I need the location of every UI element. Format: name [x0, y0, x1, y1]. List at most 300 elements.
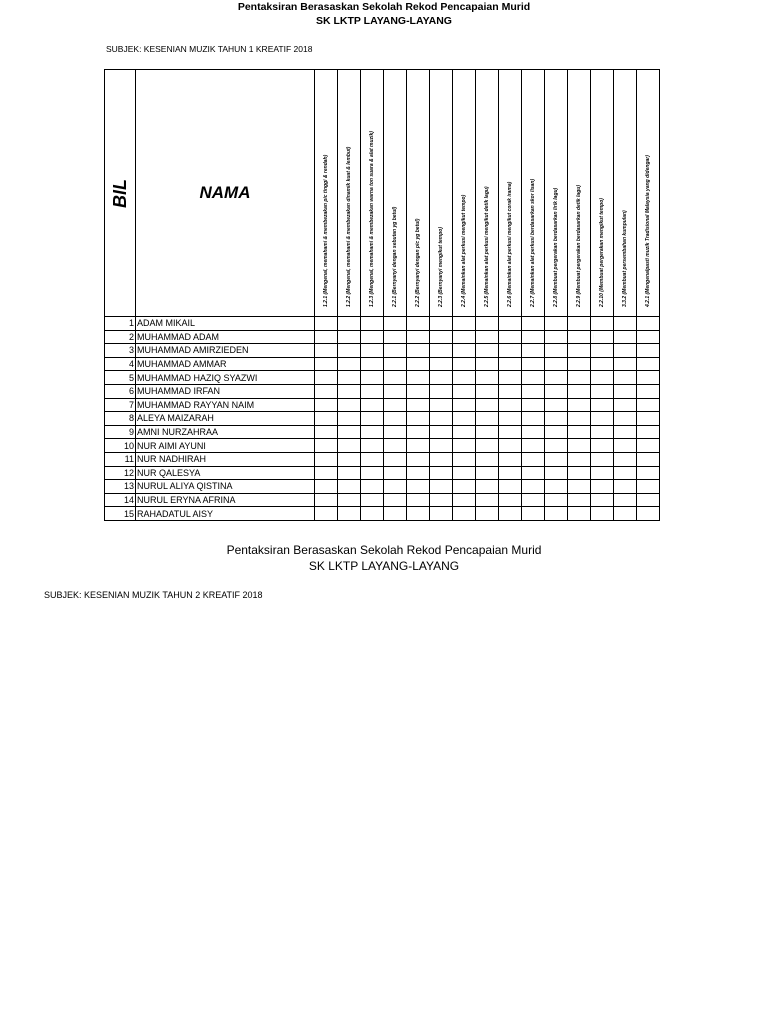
column-header-label: 3.3.2 (Membuat persembahan kumpulan): [622, 210, 628, 307]
score-cell[interactable]: [591, 480, 614, 494]
score-cell[interactable]: [522, 439, 545, 453]
column-header-label: 2.2.9 (Membuat pergerakan berdasarkan detik lagu): [576, 185, 582, 307]
score-cell[interactable]: [476, 357, 499, 371]
score-cell[interactable]: [637, 466, 660, 480]
score-cell[interactable]: [384, 425, 407, 439]
score-cell[interactable]: [315, 466, 338, 480]
score-cell[interactable]: [591, 357, 614, 371]
row-bil: 2: [105, 330, 136, 344]
row-nama: NURUL ERYNA AFRINA: [136, 493, 315, 507]
score-cell[interactable]: [361, 507, 384, 521]
score-cell[interactable]: [545, 371, 568, 385]
score-cell[interactable]: [476, 344, 499, 358]
score-cell[interactable]: [591, 425, 614, 439]
score-cell[interactable]: [499, 466, 522, 480]
score-cell[interactable]: [499, 371, 522, 385]
score-cell[interactable]: [361, 452, 384, 466]
table-row: [105, 330, 660, 344]
bil-header: BIL: [109, 178, 130, 208]
score-cell[interactable]: [545, 357, 568, 371]
score-cell[interactable]: [637, 357, 660, 371]
score-cell[interactable]: [476, 425, 499, 439]
column-header-label: 2.2.4 (Memainkan alat perkusi mengikut tempo): [461, 194, 467, 307]
score-cell[interactable]: [430, 330, 453, 344]
header-row: [105, 70, 660, 317]
score-cell[interactable]: [499, 317, 522, 331]
score-cell[interactable]: [637, 330, 660, 344]
score-cell[interactable]: [499, 507, 522, 521]
score-cell[interactable]: [315, 493, 338, 507]
column-header-label: 1.2.1 (Mengenal, memahami & membezakan pic tinggi & rendah): [323, 154, 329, 307]
score-cell[interactable]: [522, 357, 545, 371]
score-cell[interactable]: [568, 330, 591, 344]
score-cell[interactable]: [545, 480, 568, 494]
score-cell[interactable]: [568, 398, 591, 412]
score-cell[interactable]: [338, 384, 361, 398]
score-cell[interactable]: [614, 371, 637, 385]
score-cell[interactable]: [430, 466, 453, 480]
table-row: [105, 425, 660, 439]
score-cell[interactable]: [407, 439, 430, 453]
score-cell[interactable]: [614, 317, 637, 331]
score-cell[interactable]: [361, 493, 384, 507]
score-cell[interactable]: [453, 412, 476, 426]
score-cell[interactable]: [568, 493, 591, 507]
row-nama: MUHAMMAD AMMAR: [136, 357, 315, 371]
row-nama: ALEYA MAIZARAH: [136, 412, 315, 426]
table-row: [105, 371, 660, 385]
score-cell[interactable]: [384, 384, 407, 398]
score-cell[interactable]: [637, 425, 660, 439]
score-cell[interactable]: [614, 452, 637, 466]
score-cell[interactable]: [453, 344, 476, 358]
score-cell[interactable]: [384, 357, 407, 371]
score-cell[interactable]: [591, 317, 614, 331]
score-cell[interactable]: [568, 480, 591, 494]
score-cell[interactable]: [476, 493, 499, 507]
row-bil: 12: [105, 466, 136, 480]
row-nama: NUR AIMI AYUNI: [136, 439, 315, 453]
score-cell[interactable]: [430, 480, 453, 494]
score-cell[interactable]: [637, 384, 660, 398]
score-cell[interactable]: [407, 384, 430, 398]
score-cell[interactable]: [361, 466, 384, 480]
score-cell[interactable]: [384, 344, 407, 358]
score-cell[interactable]: [361, 317, 384, 331]
column-header-4: [384, 70, 407, 317]
score-cell[interactable]: [407, 452, 430, 466]
score-cell[interactable]: [591, 493, 614, 507]
score-cell[interactable]: [430, 452, 453, 466]
score-cell[interactable]: [338, 357, 361, 371]
score-cell[interactable]: [384, 412, 407, 426]
score-cell[interactable]: [361, 371, 384, 385]
section2-title-line1: Pentaksiran Berasaskan Sekolah Rekod Pencapaian Murid: [226, 543, 542, 557]
score-cell[interactable]: [637, 452, 660, 466]
score-cell[interactable]: [476, 371, 499, 385]
score-cell[interactable]: [315, 412, 338, 426]
score-cell[interactable]: [407, 480, 430, 494]
column-header-2: [338, 70, 361, 317]
score-cell[interactable]: [315, 507, 338, 521]
score-cell[interactable]: [591, 384, 614, 398]
score-cell[interactable]: [384, 507, 407, 521]
score-cell[interactable]: [522, 493, 545, 507]
score-cell[interactable]: [361, 344, 384, 358]
score-cell[interactable]: [315, 357, 338, 371]
score-cell[interactable]: [338, 317, 361, 331]
score-cell[interactable]: [545, 412, 568, 426]
score-cell[interactable]: [384, 480, 407, 494]
score-cell[interactable]: [430, 344, 453, 358]
score-cell[interactable]: [453, 371, 476, 385]
score-cell[interactable]: [637, 480, 660, 494]
score-cell[interactable]: [384, 466, 407, 480]
score-cell[interactable]: [407, 330, 430, 344]
score-cell[interactable]: [545, 439, 568, 453]
row-bil: 8: [105, 412, 136, 426]
record-table-wrapper: [104, 69, 660, 521]
section2-subject: SUBJEK: KESENIAN MUZIK TAHUN 2 KREATIF 2018: [44, 590, 263, 600]
score-cell[interactable]: [499, 357, 522, 371]
score-cell[interactable]: [545, 466, 568, 480]
score-cell[interactable]: [338, 480, 361, 494]
score-cell[interactable]: [522, 507, 545, 521]
score-cell[interactable]: [591, 507, 614, 521]
score-cell[interactable]: [453, 384, 476, 398]
score-cell[interactable]: [499, 425, 522, 439]
column-header-15: [637, 70, 660, 317]
row-bil: 3: [105, 344, 136, 358]
column-header-label: 2.2.10 (Membuat pergerakan mengikut tempo): [599, 198, 605, 307]
score-cell[interactable]: [338, 344, 361, 358]
score-cell[interactable]: [476, 466, 499, 480]
score-cell[interactable]: [315, 439, 338, 453]
score-cell[interactable]: [430, 425, 453, 439]
score-cell[interactable]: [637, 439, 660, 453]
score-cell[interactable]: [591, 371, 614, 385]
score-cell[interactable]: [384, 493, 407, 507]
score-cell[interactable]: [453, 507, 476, 521]
score-cell[interactable]: [453, 317, 476, 331]
score-cell[interactable]: [522, 330, 545, 344]
score-cell[interactable]: [614, 412, 637, 426]
score-cell[interactable]: [315, 371, 338, 385]
table-row: [105, 412, 660, 426]
column-header-label: 2.2.5 (Memainkan alat perkusi mengikut detik lagu): [484, 186, 490, 307]
row-bil: 10: [105, 439, 136, 453]
score-cell[interactable]: [453, 452, 476, 466]
row-nama: MUHAMMAD HAZIQ SYAZWI: [136, 371, 315, 385]
score-cell[interactable]: [568, 452, 591, 466]
score-cell[interactable]: [522, 452, 545, 466]
score-cell[interactable]: [614, 425, 637, 439]
score-cell[interactable]: [545, 493, 568, 507]
score-cell[interactable]: [637, 398, 660, 412]
score-cell[interactable]: [614, 398, 637, 412]
score-cell[interactable]: [614, 493, 637, 507]
section1-subject: SUBJEK: KESENIAN MUZIK TAHUN 1 KREATIF 2018: [106, 44, 313, 54]
score-cell[interactable]: [545, 425, 568, 439]
score-cell[interactable]: [430, 357, 453, 371]
score-cell[interactable]: [499, 398, 522, 412]
score-cell[interactable]: [614, 344, 637, 358]
table-row: [105, 452, 660, 466]
score-cell[interactable]: [315, 317, 338, 331]
column-header-7: [453, 70, 476, 317]
score-cell[interactable]: [637, 412, 660, 426]
score-cell[interactable]: [430, 439, 453, 453]
score-cell[interactable]: [476, 439, 499, 453]
score-cell[interactable]: [338, 330, 361, 344]
score-cell[interactable]: [591, 466, 614, 480]
score-cell[interactable]: [338, 425, 361, 439]
score-cell[interactable]: [614, 480, 637, 494]
score-cell[interactable]: [568, 507, 591, 521]
score-cell[interactable]: [637, 371, 660, 385]
score-cell[interactable]: [522, 371, 545, 385]
score-cell[interactable]: [315, 344, 338, 358]
score-cell[interactable]: [453, 425, 476, 439]
score-cell[interactable]: [384, 452, 407, 466]
score-cell[interactable]: [338, 439, 361, 453]
score-cell[interactable]: [568, 466, 591, 480]
row-nama: MUHAMMAD IRFAN: [136, 384, 315, 398]
column-header-8: [476, 70, 499, 317]
score-cell[interactable]: [476, 412, 499, 426]
score-cell[interactable]: [568, 439, 591, 453]
score-cell[interactable]: [476, 317, 499, 331]
score-cell[interactable]: [614, 384, 637, 398]
score-cell[interactable]: [499, 439, 522, 453]
score-cell[interactable]: [614, 466, 637, 480]
score-cell[interactable]: [545, 330, 568, 344]
score-cell[interactable]: [522, 398, 545, 412]
score-cell[interactable]: [384, 398, 407, 412]
score-cell[interactable]: [407, 412, 430, 426]
score-cell[interactable]: [637, 493, 660, 507]
score-cell[interactable]: [522, 412, 545, 426]
column-header-label: 2.2.2 (Bernyanyi dengan pic yg betul): [415, 218, 421, 307]
score-cell[interactable]: [430, 371, 453, 385]
row-nama: MUHAMMAD ADAM: [136, 330, 315, 344]
score-cell[interactable]: [545, 384, 568, 398]
score-cell[interactable]: [361, 398, 384, 412]
score-cell[interactable]: [338, 466, 361, 480]
row-nama: MUHAMMAD AMIRZIEDEN: [136, 344, 315, 358]
row-bil: 5: [105, 371, 136, 385]
score-cell[interactable]: [614, 330, 637, 344]
score-cell[interactable]: [522, 384, 545, 398]
score-cell[interactable]: [591, 344, 614, 358]
score-cell[interactable]: [499, 452, 522, 466]
score-cell[interactable]: [361, 330, 384, 344]
score-cell[interactable]: [568, 384, 591, 398]
row-nama: ADAM MIKAIL: [136, 317, 315, 331]
score-cell[interactable]: [430, 412, 453, 426]
score-cell[interactable]: [499, 493, 522, 507]
score-cell[interactable]: [545, 398, 568, 412]
score-cell[interactable]: [545, 507, 568, 521]
score-cell[interactable]: [361, 357, 384, 371]
score-cell[interactable]: [430, 398, 453, 412]
score-cell[interactable]: [384, 439, 407, 453]
score-cell[interactable]: [476, 507, 499, 521]
score-cell[interactable]: [338, 452, 361, 466]
score-cell[interactable]: [315, 480, 338, 494]
score-cell[interactable]: [476, 330, 499, 344]
row-bil: 13: [105, 480, 136, 494]
score-cell[interactable]: [568, 371, 591, 385]
column-header-label: 2.2.7 (Memainkan alat perkusi berdasarkan skor lisan): [530, 178, 536, 307]
score-cell[interactable]: [430, 493, 453, 507]
row-nama: NURUL ALIYA QISTINA: [136, 480, 315, 494]
score-cell[interactable]: [453, 330, 476, 344]
column-header-6: [430, 70, 453, 317]
column-header-12: [568, 70, 591, 317]
row-nama: NUR QALESYA: [136, 466, 315, 480]
nama-header: NAMA: [136, 70, 315, 317]
score-cell[interactable]: [407, 507, 430, 521]
score-cell[interactable]: [338, 398, 361, 412]
score-cell[interactable]: [407, 466, 430, 480]
table-row: [105, 344, 660, 358]
column-header-label: 2.2.3 (Bernyanyi mengikut tempo): [438, 226, 444, 307]
score-cell[interactable]: [361, 412, 384, 426]
score-cell[interactable]: [361, 425, 384, 439]
score-cell[interactable]: [591, 330, 614, 344]
score-cell[interactable]: [338, 493, 361, 507]
score-cell[interactable]: [453, 357, 476, 371]
table-row: [105, 317, 660, 331]
score-cell[interactable]: [591, 412, 614, 426]
score-cell[interactable]: [430, 317, 453, 331]
column-header-14: [614, 70, 637, 317]
column-header-label: 2.2.6 (Memainkan alat perkusi mengikut corak irama): [507, 181, 513, 307]
score-cell[interactable]: [453, 398, 476, 412]
column-header-10: [522, 70, 545, 317]
score-cell[interactable]: [591, 452, 614, 466]
score-cell[interactable]: [568, 344, 591, 358]
score-cell[interactable]: [499, 412, 522, 426]
row-bil: 6: [105, 384, 136, 398]
score-cell[interactable]: [407, 493, 430, 507]
bil-header-cell: [105, 70, 136, 317]
score-cell[interactable]: [568, 412, 591, 426]
score-cell[interactable]: [476, 480, 499, 494]
score-cell[interactable]: [407, 357, 430, 371]
score-cell[interactable]: [338, 507, 361, 521]
score-cell[interactable]: [637, 317, 660, 331]
score-cell[interactable]: [453, 493, 476, 507]
column-header-label: 1.2.2 (Mengenal, memahami & membezakan dinamik kuat & lembut): [346, 146, 352, 307]
score-cell[interactable]: [522, 344, 545, 358]
score-cell[interactable]: [315, 330, 338, 344]
column-header-1: [315, 70, 338, 317]
row-nama: NUR NADHIRAH: [136, 452, 315, 466]
score-cell[interactable]: [453, 466, 476, 480]
score-cell[interactable]: [430, 384, 453, 398]
column-header-label: 2.2.8 (Membuat pergerakan berdasarkan lirik lagu): [553, 187, 559, 307]
score-cell[interactable]: [476, 398, 499, 412]
table-row: [105, 384, 660, 398]
score-cell[interactable]: [522, 317, 545, 331]
score-cell[interactable]: [614, 439, 637, 453]
score-cell[interactable]: [384, 330, 407, 344]
column-header-label: 2.2.1 (Bernyanyi dengan sebutan yg betul): [392, 206, 398, 307]
score-cell[interactable]: [430, 507, 453, 521]
score-cell[interactable]: [407, 398, 430, 412]
row-nama: AMNI NURZAHRAA: [136, 425, 315, 439]
score-cell[interactable]: [476, 384, 499, 398]
score-cell[interactable]: [384, 371, 407, 385]
score-cell[interactable]: [568, 357, 591, 371]
score-cell[interactable]: [407, 425, 430, 439]
score-cell[interactable]: [361, 439, 384, 453]
score-cell[interactable]: [453, 480, 476, 494]
score-cell[interactable]: [568, 425, 591, 439]
row-bil: 4: [105, 357, 136, 371]
score-cell[interactable]: [499, 480, 522, 494]
record-table: [104, 69, 660, 521]
score-cell[interactable]: [522, 480, 545, 494]
score-cell[interactable]: [545, 344, 568, 358]
score-cell[interactable]: [361, 480, 384, 494]
score-cell[interactable]: [637, 507, 660, 521]
row-bil: 1: [105, 317, 136, 331]
score-cell[interactable]: [591, 398, 614, 412]
score-cell[interactable]: [614, 507, 637, 521]
row-nama: MUHAMMAD RAYYAN NAIM: [136, 398, 315, 412]
section2-title-line2: SK LKTP LAYANG-LAYANG: [308, 559, 460, 573]
score-cell[interactable]: [499, 384, 522, 398]
score-cell[interactable]: [361, 384, 384, 398]
score-cell[interactable]: [407, 344, 430, 358]
score-cell[interactable]: [407, 371, 430, 385]
row-bil: 11: [105, 452, 136, 466]
column-header-label: 4.2.1 (Mengenalpasti muzik Tradisional Malaysia yang didengar): [645, 155, 651, 307]
score-cell[interactable]: [614, 357, 637, 371]
score-cell[interactable]: [384, 317, 407, 331]
table-row: [105, 480, 660, 494]
score-cell[interactable]: [338, 371, 361, 385]
score-cell[interactable]: [499, 344, 522, 358]
score-cell[interactable]: [453, 439, 476, 453]
score-cell[interactable]: [476, 452, 499, 466]
column-header-label: 1.2.3 (Mengenal, memahami & membezakan warna ton suara & alat muzik): [369, 131, 375, 307]
score-cell[interactable]: [637, 344, 660, 358]
score-cell[interactable]: [545, 452, 568, 466]
score-cell[interactable]: [522, 425, 545, 439]
score-cell[interactable]: [315, 398, 338, 412]
score-cell[interactable]: [545, 317, 568, 331]
score-cell[interactable]: [315, 384, 338, 398]
score-cell[interactable]: [591, 439, 614, 453]
row-bil: 9: [105, 425, 136, 439]
section1-title-line2: SK LKTP LAYANG-LAYANG: [316, 15, 452, 27]
table-row: [105, 466, 660, 480]
score-cell[interactable]: [522, 466, 545, 480]
column-header-13: [591, 70, 614, 317]
score-cell[interactable]: [338, 412, 361, 426]
table-row: [105, 507, 660, 521]
score-cell[interactable]: [499, 330, 522, 344]
score-cell[interactable]: [568, 317, 591, 331]
column-header-11: [545, 70, 568, 317]
score-cell[interactable]: [315, 452, 338, 466]
score-cell[interactable]: [407, 317, 430, 331]
score-cell[interactable]: [315, 425, 338, 439]
